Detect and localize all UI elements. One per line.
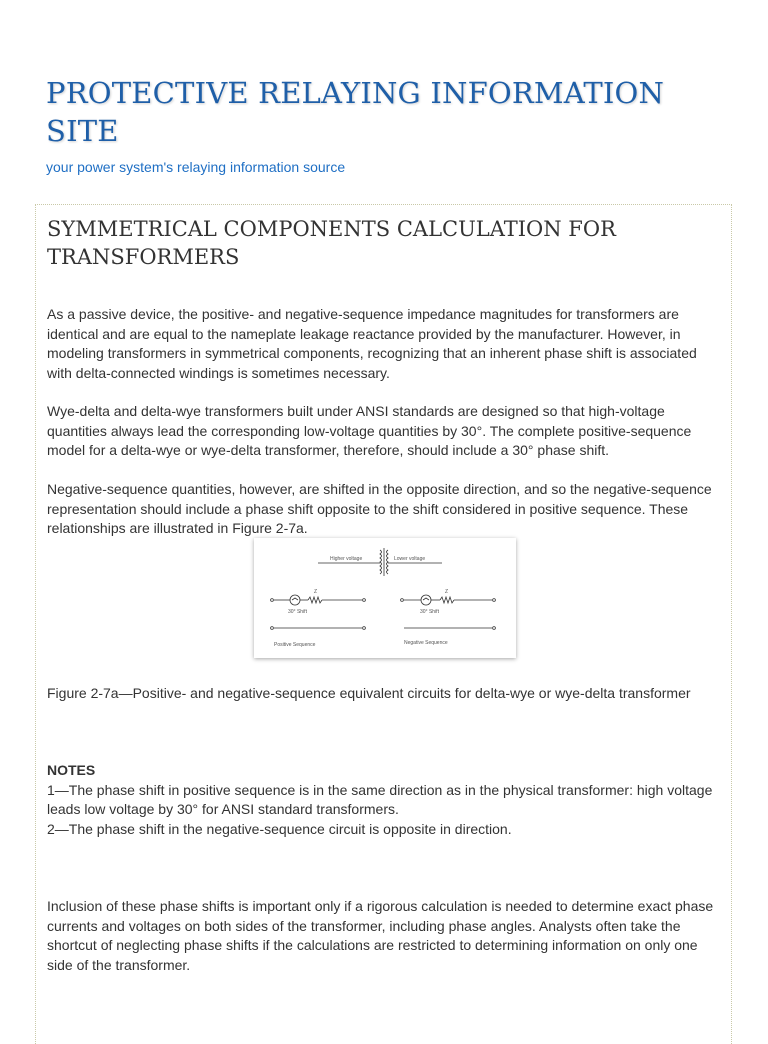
shift-label-negative: 30° Shift bbox=[420, 609, 439, 615]
note-item-2: 2—The phase shift in the negative-sequence circuit is opposite in direction. bbox=[47, 820, 512, 837]
figure-caption: Figure 2-7a—Positive- and negative-sequence equivalent circuits for delta-wye or wye-delta transformer bbox=[47, 685, 691, 701]
post-title: SYMMETRICAL COMPONENTS CALCULATION FOR TRANSFORMERS bbox=[47, 217, 616, 269]
site-header bbox=[46, 74, 736, 175]
note-item-1: 1—The phase shift in positive sequence is in the same direction as in the physical transformer: high voltage leads low voltage by 30° for ANSI standard transformers. bbox=[47, 781, 713, 817]
site-tagline: your power system's relaying information source bbox=[46, 159, 346, 175]
closing-paragraph: Inclusion of these phase shifts is important only if a rigorous calculation is needed to determine exact phase currents and voltages on both sides of the transformer, including phase angles. Analysts often take the shortcut of neglecting phase shifts if the calculations are restricted to determining information on only one side of the transformer. bbox=[47, 898, 714, 973]
higher-voltage-label: Higher voltage bbox=[330, 556, 363, 562]
figure-2-7a[interactable] bbox=[254, 538, 516, 658]
post-article bbox=[35, 204, 732, 1044]
z-label-negative: Z bbox=[445, 589, 449, 595]
positive-sequence-label: Positive Sequence bbox=[274, 642, 316, 648]
site-title[interactable]: PROTECTIVE RELAYING INFORMATION SITE bbox=[46, 76, 665, 148]
notes-section bbox=[47, 761, 719, 839]
notes-heading: NOTES bbox=[47, 762, 96, 778]
lower-voltage-label: Lower voltage bbox=[394, 556, 426, 562]
paragraph-3: Negative-sequence quantities, however, are shifted in the opposite direction, and so the negative-sequence representation should include a phase shift opposite to the shift considered in positive sequence. These relationships are illustrated in Figure 2-7a. bbox=[47, 481, 712, 536]
post-content bbox=[47, 215, 719, 973]
negative-sequence-circuit bbox=[401, 595, 496, 629]
positive-sequence-circuit bbox=[271, 595, 366, 629]
paragraph-2: Wye-delta and delta-wye transformers built under ANSI standards are designed so that high-voltage quantities always lead the corresponding low-voltage quantities by 30°. The complete positive-sequence model for a delta-wye or wye-delta transformer, therefore, should include a 30° phase shift. bbox=[47, 403, 692, 458]
circuit-diagram bbox=[254, 538, 516, 658]
transformer-symbol bbox=[318, 548, 442, 576]
z-label-positive: Z bbox=[314, 589, 318, 595]
shift-label-positive: 30° Shift bbox=[288, 609, 307, 615]
negative-sequence-label: Negative Sequence bbox=[404, 640, 448, 646]
paragraph-1: As a passive device, the positive- and negative-sequence impedance magnitudes for transformers are identical and are equal to the nameplate leakage reactance provided by the manufacturer. However, in modeling transformers in symmetrical components, recognizing that an inherent phase shift is associated with delta-connected windings is sometimes necessary. bbox=[47, 306, 697, 381]
